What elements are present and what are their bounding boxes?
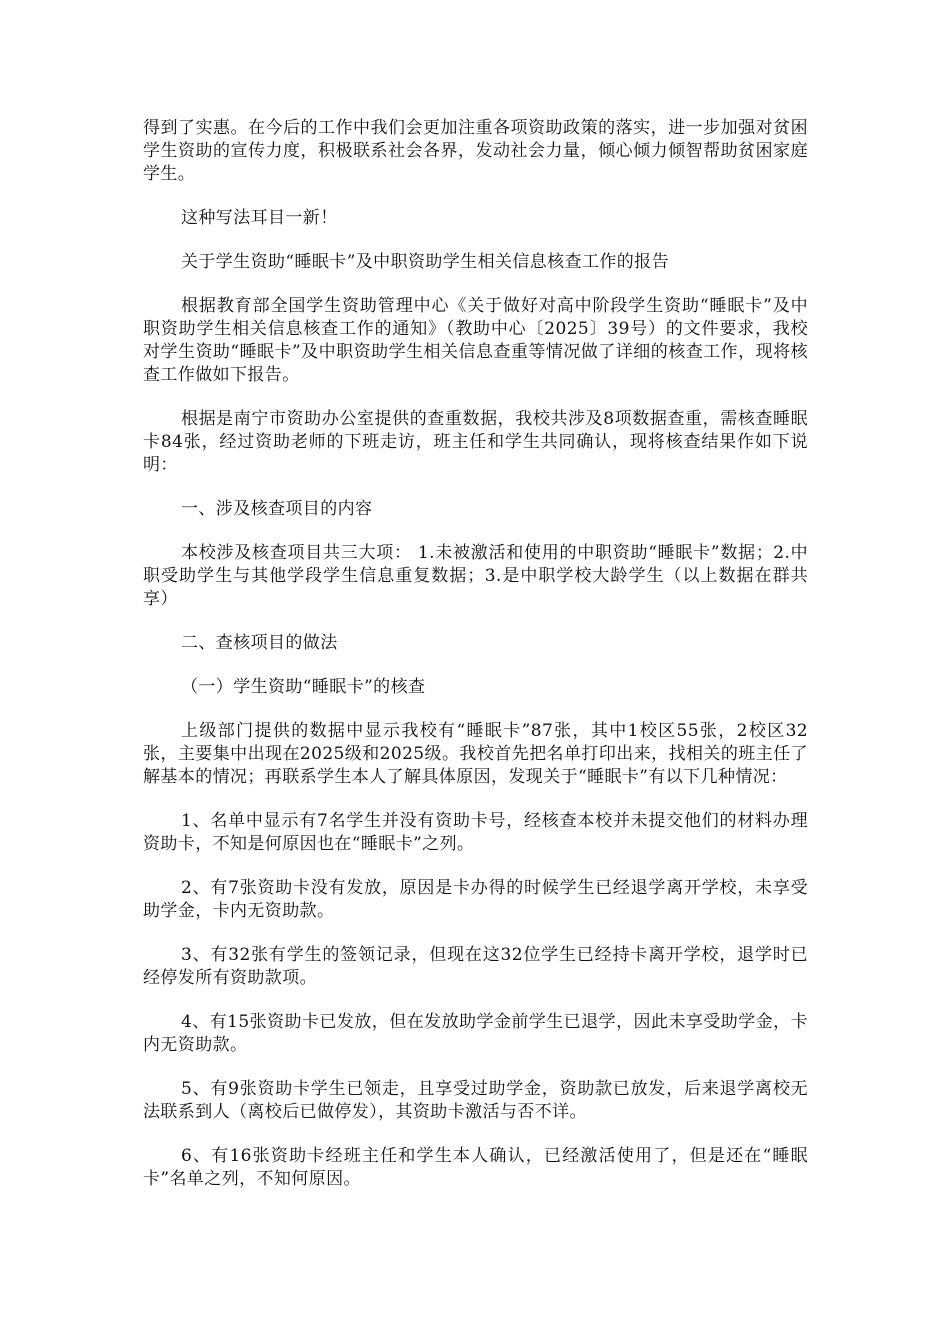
document-body	[143, 117, 808, 1212]
paragraph-data-source: 根据是南宁市资助办公室提供的查重数据，我校共涉及8项数据查重，需核查睡眠卡84张，经过资助老师的下班走访，班主任和学生共同确认，现将核查结果作如下说明：	[143, 409, 808, 475]
paragraph-intro: 根据教育部全国学生资助管理中心《关于做好对高中阶段学生资助“睡眠卡”及中职资助学生相关信息核查工作的通知》（教助中心〔2025〕39号）的文件要求，我校对学生资助“睡眠卡”及中职资助学生相关信息查重等情况做了详细的核查工作，现将核查工作做如下报告。	[143, 296, 808, 385]
paragraph-continuation: 得到了实惠。在今后的工作中我们会更加注重各项资助政策的落实，进一步加强对贫困学生资助的宣传力度，积极联系社会各界，发动社会力量，倾心倾力倾智帮助贫困家庭学生。	[143, 118, 808, 184]
list-item-1: 1、名单中显示有7名学生并没有资助卡号，经核查本校并未提交他们的材料办理资助卡，不知是何原因也在“睡眠卡”之列。	[143, 811, 808, 854]
section-heading-1: 一、涉及核查项目的内容	[181, 499, 373, 519]
report-title: 关于学生资助“睡眠卡”及中职资助学生相关信息核查工作的报告	[181, 252, 669, 272]
list-item-6: 6、有16张资助卡经班主任和学生本人确认，已经激活使用了，但是还在“睡眠卡”名单之列，不知何原因。	[143, 1146, 808, 1189]
list-item-2: 2、有7张资助卡没有发放，原因是卡办得的时候学生已经退学离开学校，未享受助学金，卡内无资助款。	[143, 878, 808, 921]
paragraph-items: 本校涉及核查项目共三大项： 1.未被激活和使用的中职资助“睡眠卡”数据；2.中职受助学生与其他学段学生信息重复数据；3.是中职学校大龄学生（以上数据在群共享）	[143, 543, 808, 609]
section-heading-2: 二、查核项目的做法	[181, 633, 338, 653]
list-item-3: 3、有32张有学生的签领记录，但现在这32位学生已经持卡离开学校，退学时已经停发所有资助款项。	[143, 945, 808, 988]
subsection-heading-1: （一）学生资助“睡眠卡”的核查	[181, 677, 426, 697]
paragraph-comment: 这种写法耳目一新！	[181, 208, 338, 228]
paragraph-sleep-card-data: 上级部门提供的数据中显示我校有“睡眠卡”87张，其中1校区55张，2校区32张，主要集中出现在2025级和2025级。我校首先把名单打印出来，找相关的班主任了解基本的情况；再联系学生本人了解具体原因，发现关于“睡眠卡”有以下几种情况：	[143, 721, 808, 787]
list-item-5: 5、有9张资助卡学生已领走，且享受过助学金，资助款已放发，后来退学离校无法联系到人（离校后已做停发），其资助卡激活与否不详。	[143, 1079, 808, 1122]
list-item-4: 4、有15张资助卡已发放，但在发放助学金前学生已退学，因此未享受助学金，卡内无资助款。	[143, 1012, 808, 1055]
